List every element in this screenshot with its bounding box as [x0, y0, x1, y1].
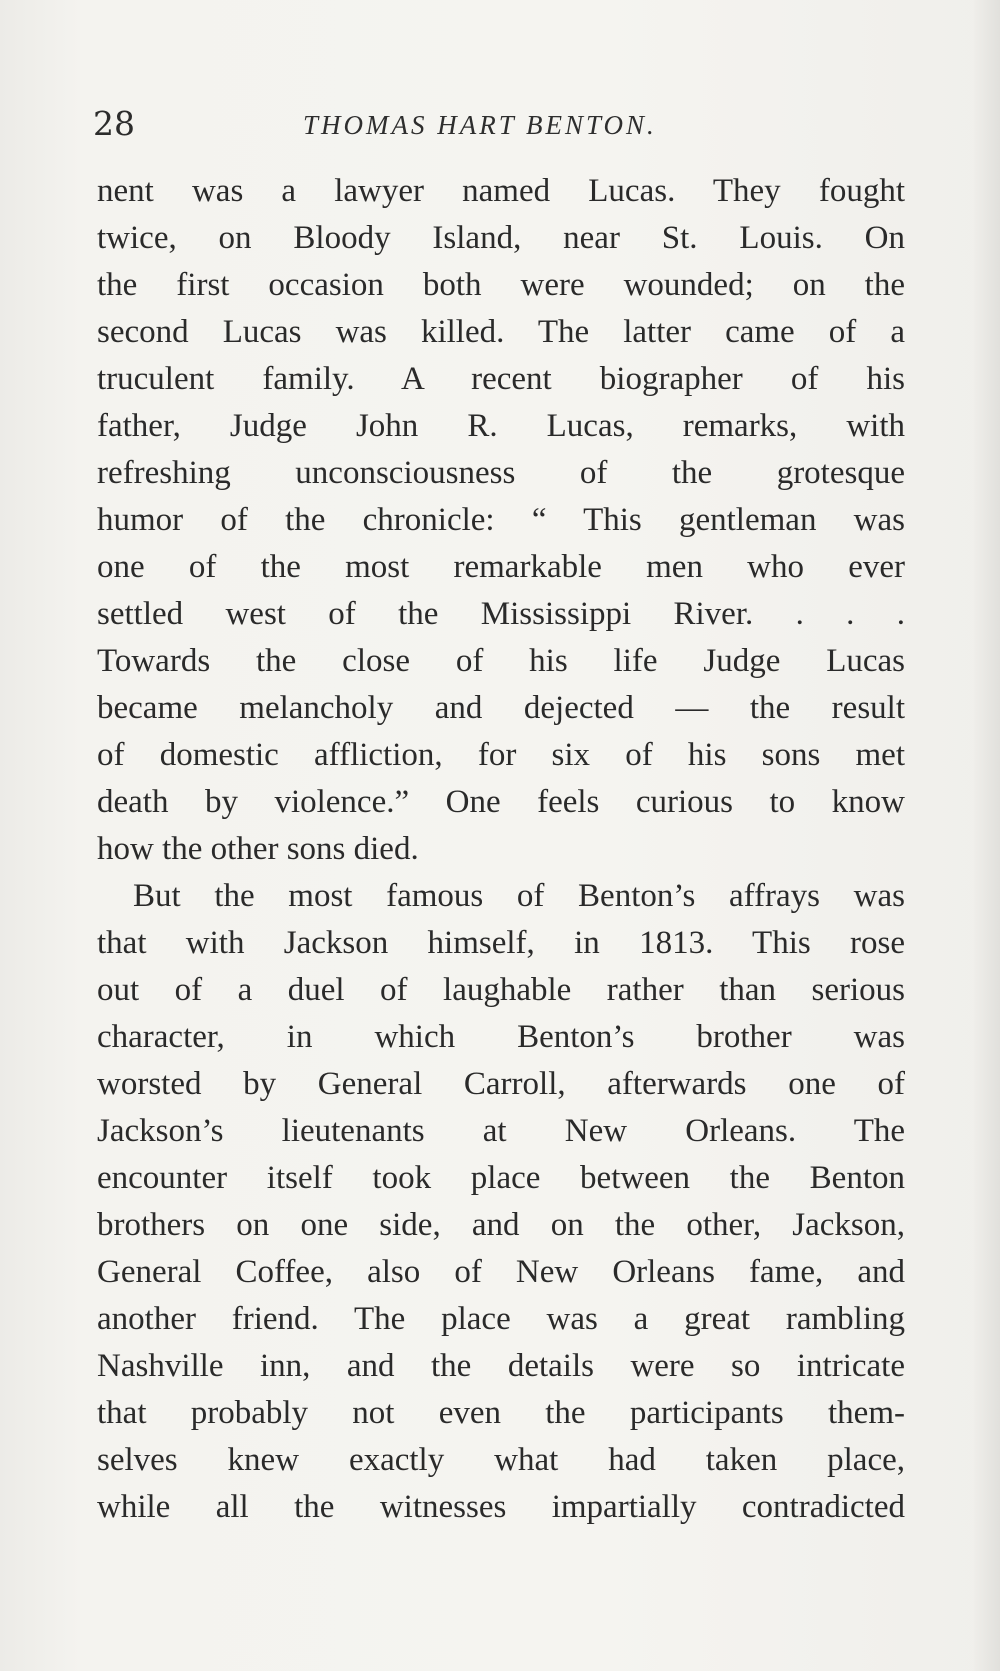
- paragraph-1: [97, 168, 905, 873]
- text-line: encounter itself took place between the Benton: [97, 1160, 905, 1196]
- running-title: THOMAS HART BENTON.: [303, 110, 657, 140]
- page-number: 28: [93, 104, 135, 143]
- running-head: [93, 104, 913, 154]
- text-line: truculent family. A recent biographer of his: [97, 361, 905, 397]
- text-line: Nashville inn, and the details were so intricate: [97, 1348, 905, 1384]
- text-line: refreshing unconsciousness of the grotesque: [97, 455, 905, 491]
- text-line: death by violence.” One feels curious to know: [97, 784, 905, 820]
- text-line: while all the witnesses impartially contradicted: [97, 1489, 905, 1525]
- text-line: father, Judge John R. Lucas, remarks, with: [97, 408, 905, 444]
- text-line: nent was a lawyer named Lucas. They fought: [97, 173, 905, 209]
- text-line: how the other sons died.: [97, 831, 419, 867]
- text-line: one of the most remarkable men who ever: [97, 549, 905, 585]
- text-line: another friend. The place was a great rambling: [97, 1301, 905, 1337]
- text-line: of domestic affliction, for six of his sons met: [97, 737, 905, 773]
- text-line: brothers on one side, and on the other, Jackson,: [97, 1207, 905, 1243]
- text-line: settled west of the Mississippi River. . . .: [97, 596, 905, 632]
- text-line: out of a duel of laughable rather than serious: [97, 972, 905, 1008]
- text-line: worsted by General Carroll, afterwards one of: [97, 1066, 905, 1102]
- text-line: Towards the close of his life Judge Lucas: [97, 643, 905, 679]
- text-line: General Coffee, also of New Orleans fame, and: [97, 1254, 905, 1290]
- text-line: Jackson’s lieutenants at New Orleans. The: [97, 1113, 905, 1149]
- body-text: [97, 168, 905, 1531]
- page-edge-shadow: [974, 0, 1000, 1671]
- text-line: became melancholy and dejected — the result: [97, 690, 905, 726]
- text-line: the first occasion both were wounded; on the: [97, 267, 905, 303]
- text-line: But the most famous of Benton’s affrays was: [133, 878, 905, 914]
- text-line: that with Jackson himself, in 1813. This rose: [97, 925, 905, 961]
- text-line: character, in which Benton’s brother was: [97, 1019, 905, 1055]
- text-line: second Lucas was killed. The latter came of a: [97, 314, 905, 350]
- text-line: twice, on Bloody Island, near St. Louis. On: [97, 220, 905, 256]
- text-line: humor of the chronicle: “ This gentleman was: [97, 502, 905, 538]
- text-line: that probably not even the participants them-: [97, 1395, 905, 1431]
- paragraph-2: [97, 873, 905, 1531]
- text-line: selves knew exactly what had taken place,: [97, 1442, 905, 1478]
